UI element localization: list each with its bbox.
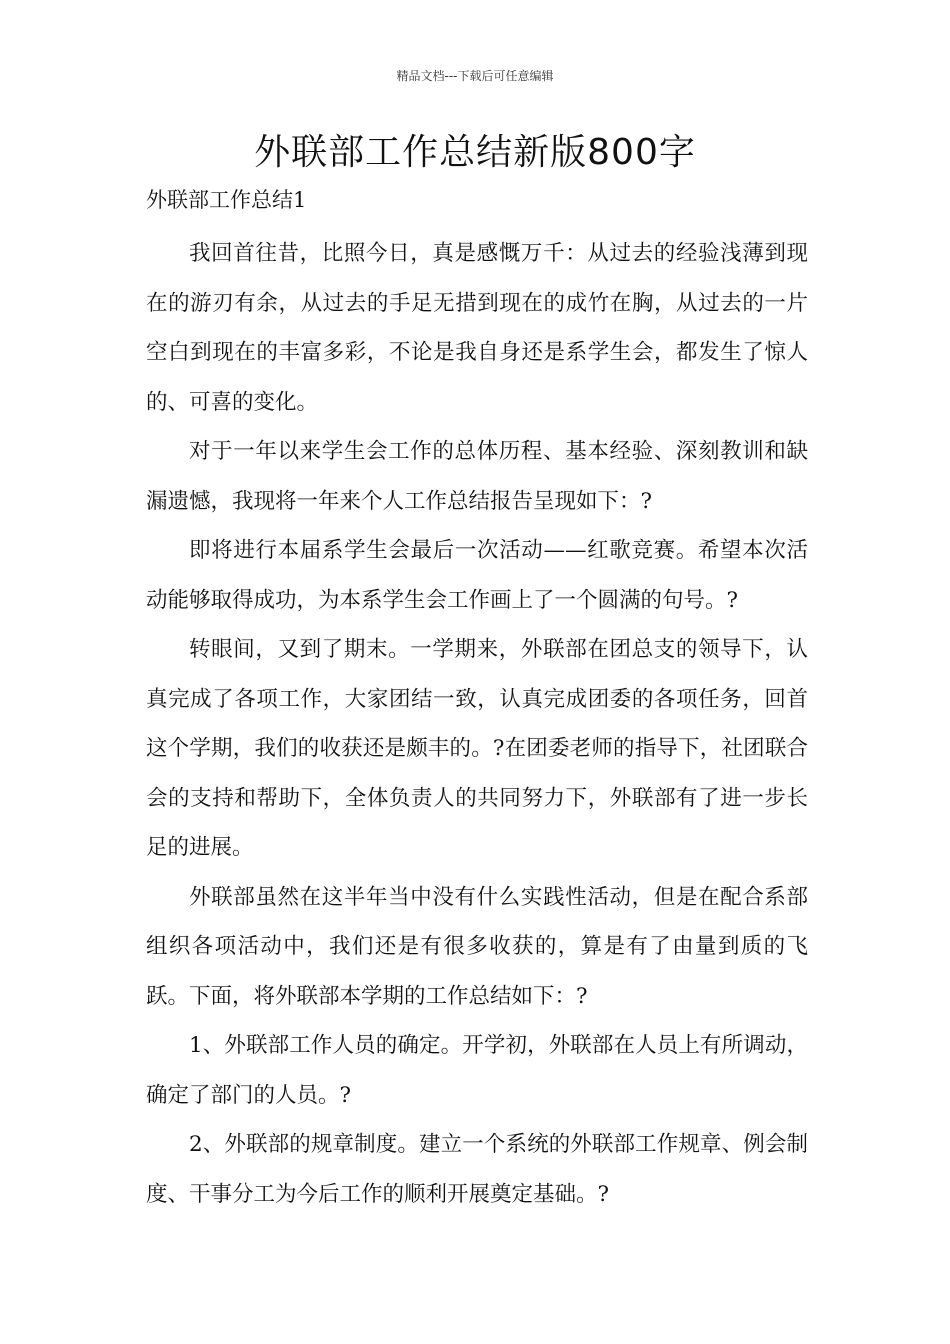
paragraph: 外联部虽然在这半年当中没有什么实践性活动，但是在配合系部组织各项活动中，我们还是有很多收获的，算是有了由量到质的飞跃。下面，将外联部本学期的工作总结如下：? — [146, 884, 808, 1009]
numbered-paragraph: 2、外联部的规章制度。建立一个系统的外联部工作规章、例会制度、干事分工为今后工作的顺利开展奠定基础。? — [146, 1132, 808, 1207]
numbered-paragraph: 1、外联部工作人员的确定。开学初，外联部在人员上有所调动，确定了部门的人员。? — [146, 1033, 808, 1108]
section-heading: 外联部工作总结1 — [146, 188, 307, 212]
paragraph: 转眼间，又到了期末。一学期来，外联部在团总支的领导下，认真完成了各项工作，大家团结一致，认真完成团委的各项任务，回首这个学期，我们的收获还是颇丰的。?在团委老师的指导下，社团联合会的支持和帮助下，全体负责人的共同努力下，外联部有了进一步长足的进展。 — [146, 637, 808, 860]
body-text — [146, 229, 808, 1219]
paragraph: 对于一年以来学生会工作的总体历程、基本经验、深刻教训和缺漏遗憾，我现将一年来个人工作总结报告呈现如下：? — [146, 439, 808, 514]
document-title: 外联部工作总结新版800字 — [254, 132, 696, 173]
paragraph: 我回首往昔，比照今日，真是感慨万千：从过去的经验浅薄到现在的游刃有余，从过去的手足无措到现在的成竹在胸，从过去的一片空白到现在的丰富多彩，不论是我自身还是系学生会，都发生了惊人的、可喜的变化。 — [146, 241, 808, 415]
header-note: 精品文档---下载后可任意编辑 — [396, 69, 554, 83]
paragraph: 即将进行本届系学生会最后一次活动——红歌竞赛。希望本次活动能够取得成功，为本系学生会工作画上了一个圆满的句号。? — [146, 538, 808, 613]
